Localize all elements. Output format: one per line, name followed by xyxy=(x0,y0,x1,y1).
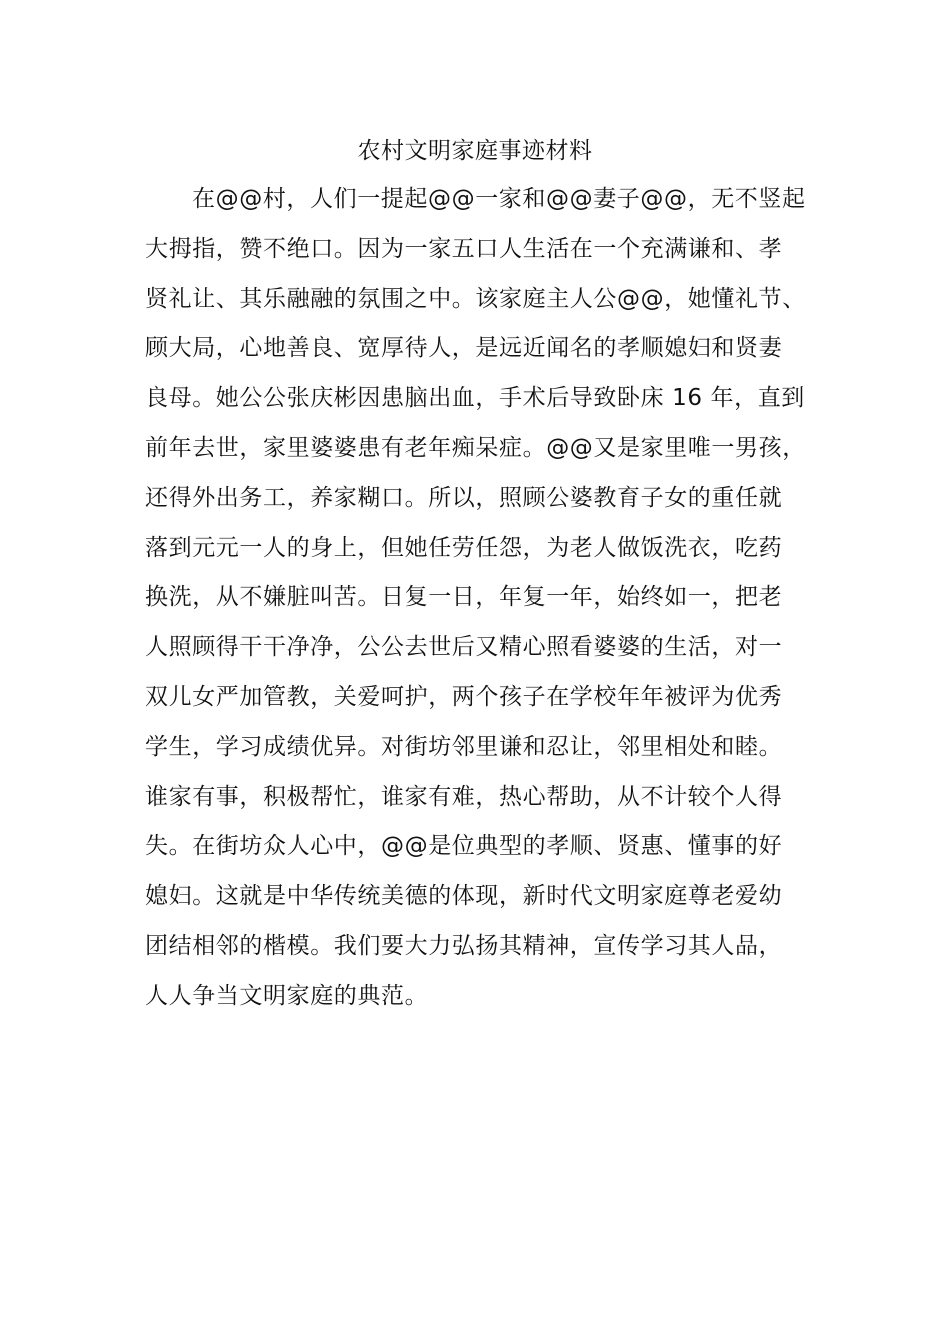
body-line: 良母。她公公张庆彬因患脑出血，手术后导致卧床 16 年，直到 xyxy=(145,385,805,412)
body-line: 在@@村，人们一提起@@一家和@@妻子@@，无不竖起 xyxy=(192,186,806,212)
body-line: 团结相邻的楷模。我们要大力弘扬其精神，宣传学习其人品， xyxy=(145,932,783,959)
body-line: 贤礼让、其乐融融的氛围之中。该家庭主人公@@，她懂礼节、 xyxy=(145,285,806,312)
body-line: 双儿女严加管教，关爱呵护，两个孩子在学校年年被评为优秀 xyxy=(145,683,783,710)
body-line: 还得外出务工，养家糊口。所以，照顾公婆教育子女的重任就 xyxy=(145,484,783,511)
body-line: 媳妇。这就是中华传统美德的体现，新时代文明家庭尊老爱幼 xyxy=(145,883,783,910)
body-line: 换洗，从不嫌脏叫苦。日复一日，年复一年，始终如一，把老 xyxy=(145,584,783,611)
body-line: 落到元元一人的身上，但她任劳任怨，为老人做饭洗衣，吃药 xyxy=(145,534,783,561)
body-line: 人照顾得干干净净，公公去世后又精心照看婆婆的生活，对一 xyxy=(145,634,783,661)
body-line: 顾大局，心地善良、宽厚待人，是远近闻名的孝顺媳妇和贤妻 xyxy=(145,335,783,362)
body-line: 大拇指，赞不绝口。因为一家五口人生活在一个充满谦和、孝 xyxy=(145,235,783,262)
body-line: 学生，学习成绩优异。对街坊邻里谦和忍让，邻里相处和睦。 xyxy=(145,733,783,760)
body-line: 谁家有事，积极帮忙，谁家有难，热心帮助，从不计较个人得 xyxy=(145,783,783,810)
body-line: 失。在街坊众人心中，@@是位典型的孝顺、贤惠、懂事的好 xyxy=(145,833,783,860)
document-body xyxy=(145,183,825,1030)
document-title: 农村文明家庭事迹材料 xyxy=(357,138,593,164)
body-line: 人人争当文明家庭的典范。 xyxy=(145,982,429,1009)
body-line: 前年去世，家里婆婆患有老年痴呆症。@@又是家里唯一男孩， xyxy=(145,434,806,461)
